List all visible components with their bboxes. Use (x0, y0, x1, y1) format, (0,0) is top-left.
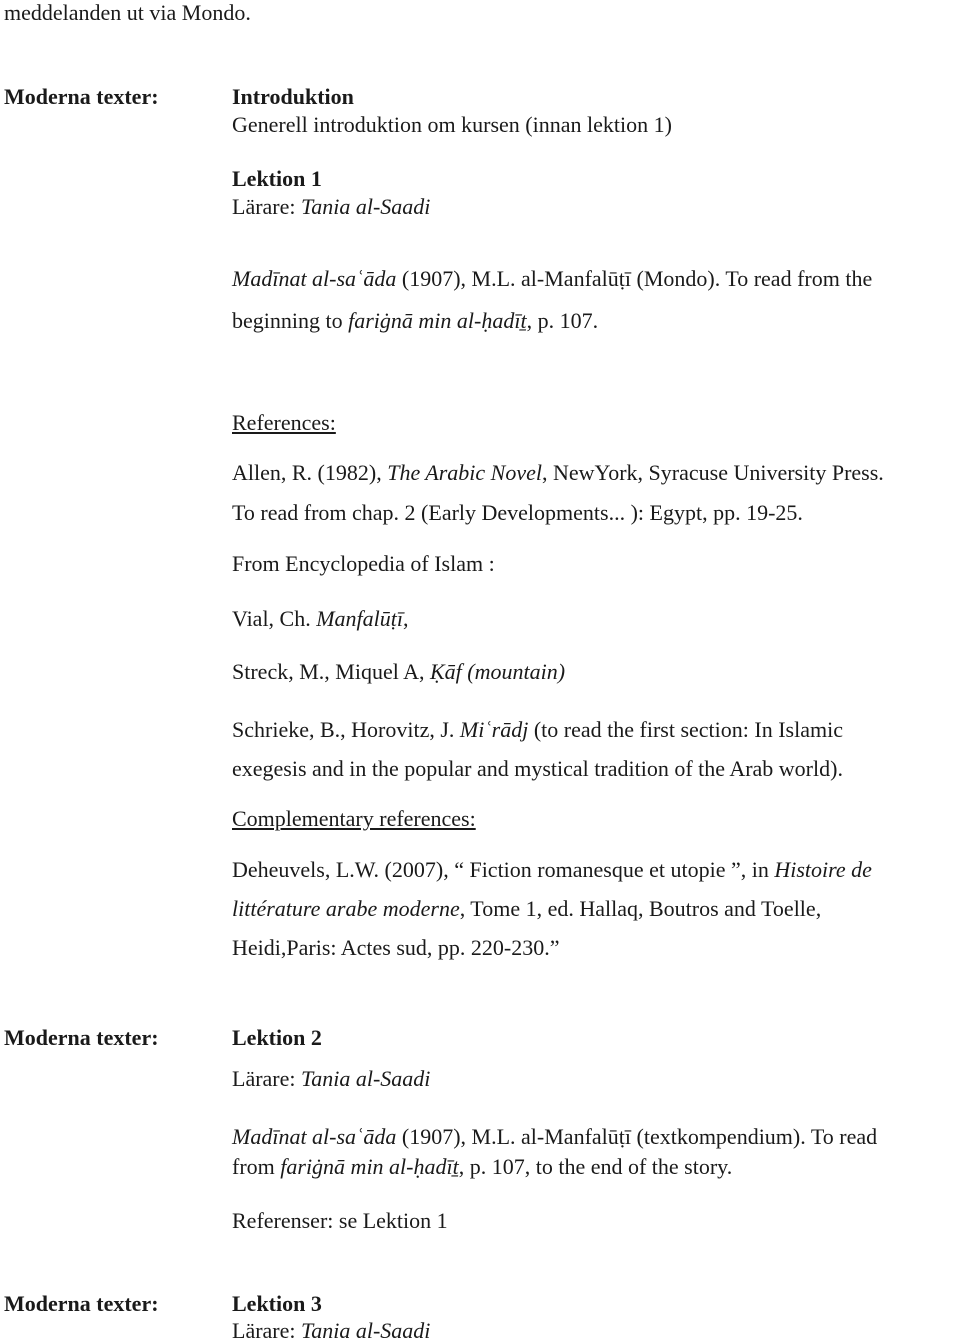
lesson3-teacher: Lärare: Tania al-Saadi (232, 1318, 431, 1343)
ref-vial: Vial, Ch. Manfalūṭī, (232, 606, 409, 631)
ref-allen: Allen, R. (1982), The Arabic Novel, NewYork, Syracuse University Press. (232, 460, 884, 485)
reading-chapter-title: fariġnā min al-ḥadīṯ (348, 308, 527, 333)
reading-title: Madīnat al-saʿāda (232, 266, 397, 291)
references-heading: References: (232, 410, 336, 435)
complementary-heading: Complementary references: (232, 806, 476, 831)
lesson3-heading: Lektion 3 (232, 1291, 322, 1316)
lesson1-reading-line2: beginning to fariġnā min al-ḥadīṯ, p. 107. (232, 308, 599, 333)
lesson2-heading: Lektion 2 (232, 1025, 322, 1050)
section2-label: Moderna texter: (4, 1025, 159, 1050)
ref-deheuvels-line3: Heidi,Paris: Actes sud, pp. 220-230.” (232, 935, 560, 960)
ref-schrieke-line2: exegesis and in the popular and mystical tradition of the Arab world). (232, 756, 843, 781)
ref-schrieke: Schrieke, B., Horovitz, J. Miʿrādj (to read the first section: In Islamic (232, 717, 843, 742)
ref-allen-line2: To read from chap. 2 (Early Developments... ): Egypt, pp. 19-25. (232, 500, 803, 525)
lesson1-reading-line1: Madīnat al-saʿāda (1907), M.L. al-Manfalūṭī (Mondo). To read from the (232, 266, 873, 291)
teacher-name: Tania al-Saadi (301, 194, 431, 219)
intro-text: Generell introduktion om kursen (innan lektion 1) (232, 112, 672, 137)
lesson2-reading-line1: Madīnat al-saʿāda (1907), M.L. al-Manfalūṭī (textkompendium). To read (232, 1124, 878, 1149)
teacher-prefix: Lärare: (232, 194, 296, 219)
lesson2-references: Referenser: se Lektion 1 (232, 1208, 448, 1233)
section3-label: Moderna texter: (4, 1291, 159, 1316)
section1-label: Moderna texter: (4, 84, 159, 109)
lesson2-teacher: Lärare: Tania al-Saadi (232, 1066, 431, 1091)
top-fragment: meddelanden ut via Mondo. (4, 0, 251, 25)
lesson1-teacher (232, 194, 430, 219)
lesson2-reading-line2: from fariġnā min al-ḥadīṯ, p. 107, to the end of the story. (232, 1154, 733, 1179)
ref-streck: Streck, M., Miquel A, Ḳāf (mountain) (232, 659, 566, 684)
lesson1-heading: Lektion 1 (232, 166, 322, 191)
ref-deheuvels: Deheuvels, L.W. (2007), “ Fiction romanesque et utopie ”, in Histoire de (232, 857, 872, 882)
intro-heading: Introduktion (232, 84, 354, 109)
encyclopedia-heading: From Encyclopedia of Islam : (232, 551, 495, 576)
ref-deheuvels-line2: littérature arabe moderne, Tome 1, ed. Hallaq, Boutros and Toelle, (232, 896, 822, 921)
